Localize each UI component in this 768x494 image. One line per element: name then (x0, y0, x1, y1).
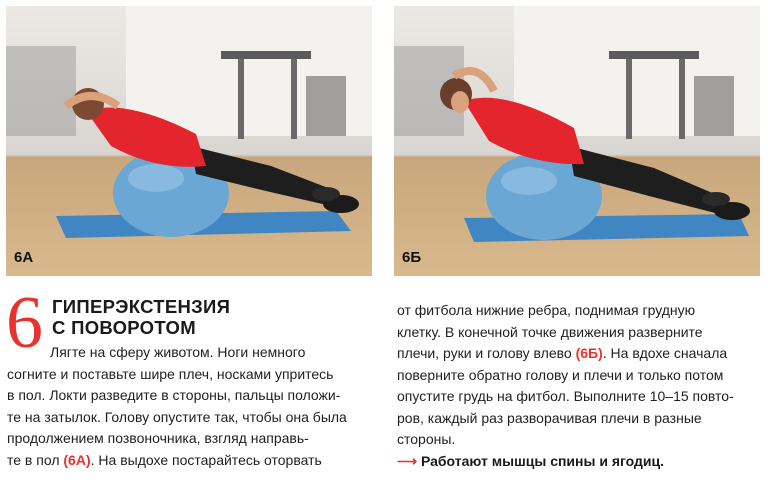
text-line: те на затылок. Голову опустите так, чтобы она была (7, 408, 347, 425)
exercise-number: 6 (6, 282, 43, 364)
text-column-left (7, 342, 377, 471)
photo-6a (6, 6, 372, 276)
text-line (7, 450, 377, 472)
photo-6b-illustration (394, 6, 760, 276)
text-line: ров, каждый раз разворачивая плечи в разные (397, 409, 702, 426)
text-line: клетку. В конечной точке движения разверните (397, 323, 703, 340)
exercise-title (52, 296, 230, 338)
photo-ref-6b: (6Б) (575, 345, 603, 361)
photo-label-6b: 6Б (402, 249, 422, 266)
photo-6b (394, 6, 760, 276)
photo-label-6a: 6А (14, 249, 34, 266)
photo-6a-illustration (6, 6, 372, 276)
text-line: от фитбола нижние ребра, поднимая грудную (397, 302, 696, 318)
text-line: в пол. Локти разведите в стороны, пальцы положи- (7, 387, 341, 403)
muscles-text: Работают мышцы спины и ягодиц. (420, 452, 665, 469)
text-fragment: . На выдохе постарайтесь оторвать (90, 451, 322, 468)
text-line (397, 343, 747, 365)
text-line: стороны. (397, 431, 456, 447)
text-line: опустите грудь на фитбол. Выполните 10–15 повто- (397, 388, 734, 404)
text-fragment: плечи, руки и голову влево (397, 345, 576, 361)
muscles-note (397, 451, 747, 473)
photo-ref-6a: (6А) (63, 451, 91, 468)
exercise-title-line1: ГИПЕРЭКСТЕНЗИЯ (52, 296, 231, 317)
exercise-title-line2: С ПОВОРОТОМ (52, 317, 196, 338)
text-column-right (397, 300, 747, 472)
text-fragment: те в пол (7, 451, 64, 468)
text-line: продолжением позвоночника, взгляд направь- (7, 430, 309, 446)
text-fragment: . На вдохе сначала (602, 345, 728, 361)
arrow-right-icon: ⟶ (397, 452, 418, 469)
text-line: согните и поставьте шире плеч, носками упритесь (7, 365, 334, 382)
text-line: Лягте на сферу животом. Ноги немного (50, 344, 306, 360)
text-line: поверните обратно голову и плечи и только потом (397, 366, 724, 383)
